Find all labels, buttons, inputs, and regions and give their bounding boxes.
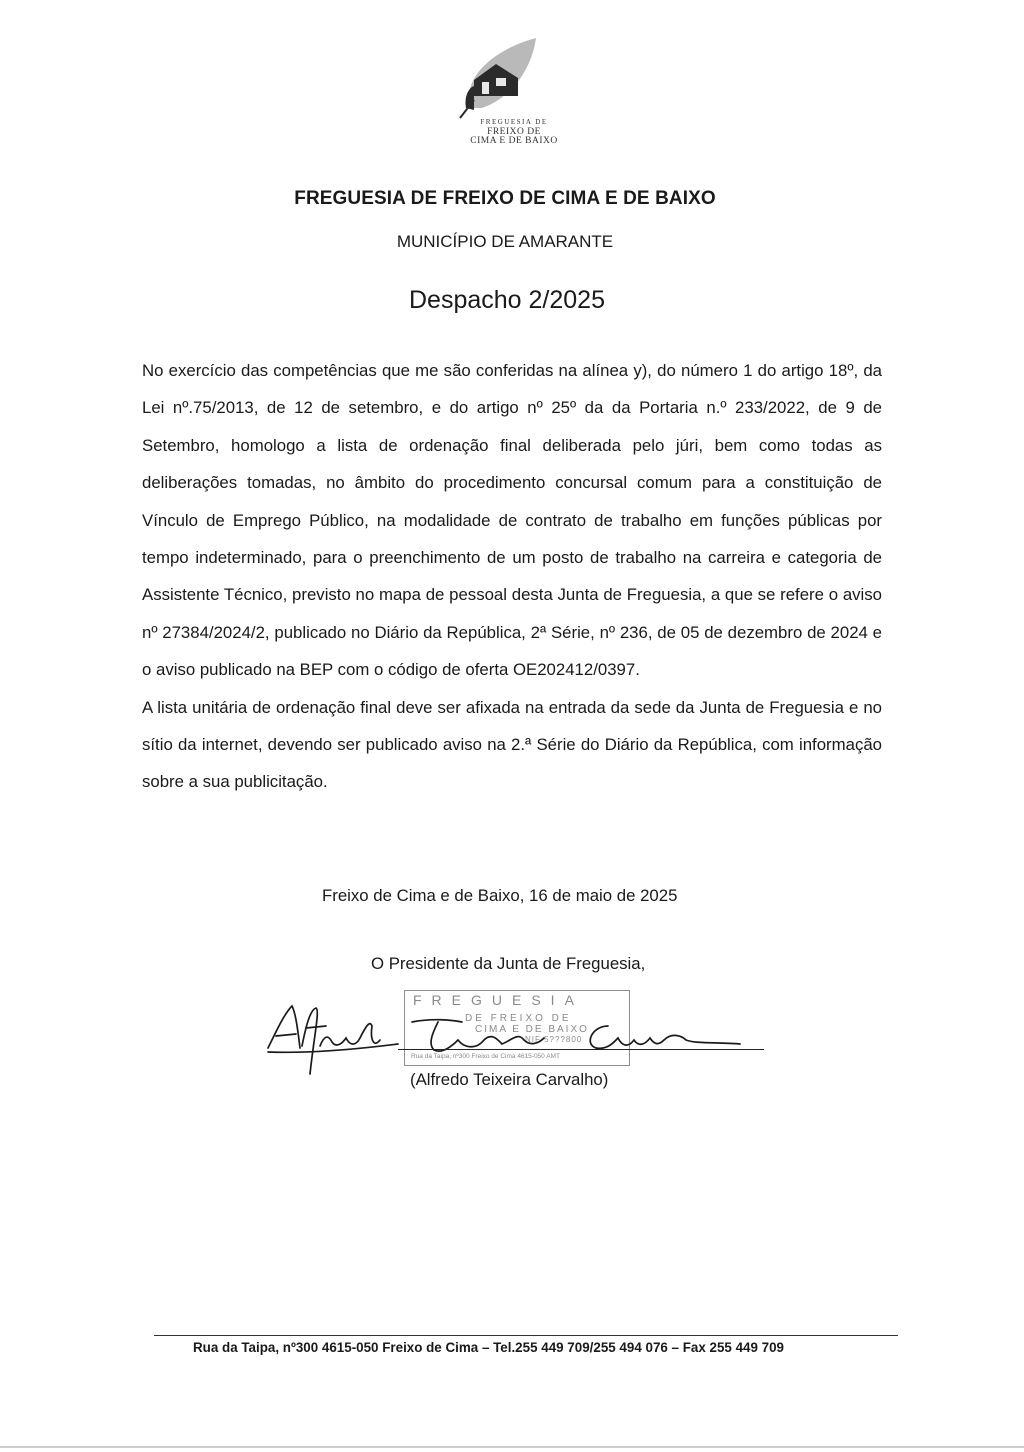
parish-logo — [444, 38, 574, 146]
stamp-line-3: CIMA E DE BAIXO — [475, 1024, 589, 1035]
stamp-line-2: DE FREIXO DE — [465, 1013, 572, 1024]
footer-divider — [154, 1335, 898, 1336]
body-paragraph-1: No exercício das competências que me são conferidas na alínea y), do número 1 do artigo 18º, da Lei nº.75/2013, de 12 de setembro, e do artigo nº 25º da da Portaria n.º 233/2022, de 9 de Setembro, homologo a lista de ordenação final deliberada pelo júri, bem como todas as deliberações tomadas, no âmbito do procedimento concursal comum para a constituição de Vínculo de Emprego Público, na modalidade de contrato de trabalho em funções públicas por tempo indeterminado, para o preenchimento de um posto de trabalho na carreira e categoria de Assistente Técnico, previsto no mapa de pessoal desta Junta de Freguesia, a que se refere o aviso nº 27384/2024/2, publicado no Diário da República, 2ª Série, nº 236, de 05 de dezembro de 2024 e o aviso publicado na BEP com o código de oferta OE202412/0397. — [142, 361, 882, 680]
place-and-date: Freixo de Cima e de Baixo, 16 de maio de 2025 — [322, 886, 678, 905]
document-title: Despacho 2/2025 — [409, 286, 605, 314]
signature-line — [398, 1049, 764, 1050]
logo-line-2: FREIXO DE — [487, 126, 541, 137]
logo-line-1: FREGUESIA DE — [480, 118, 548, 126]
stamp-line-1: FREGUESIA — [413, 992, 584, 1008]
parish-name-heading: FREGUESIA DE FREIXO DE CIMA E DE BAIXO — [294, 188, 716, 209]
handwritten-signature — [262, 996, 772, 1076]
municipality-subheading: MUNICÍPIO DE AMARANTE — [396, 232, 614, 251]
signer-role: O Presidente da Junta de Freguesia, — [371, 954, 646, 973]
document-body — [142, 352, 882, 801]
scan-edge-divider — [0, 1446, 1024, 1448]
footer-contact: Rua da Taipa, nº300 4615-050 Freixo de Cima – Tel.255 449 709/255 494 076 – Fax 255 449 709 — [193, 1340, 784, 1355]
signer-name: (Alfredo Teixeira Carvalho) — [410, 1070, 609, 1089]
parish-house-leaf-logo — [452, 38, 542, 120]
body-paragraph-2: A lista unitária de ordenação final deve ser afixada na entrada da sede da Junta de Freguesia e no sítio da internet, devendo ser publicado aviso na 2.ª Série do Diário da República, com informação sobre a sua publicitação. — [142, 697, 882, 792]
logo-line-3: CIMA E DE BAIXO — [470, 136, 558, 146]
stamp-line-5: Rua da Taipa, nº300 Freixo de Cima 4615-050 AMT — [411, 1053, 560, 1060]
stamp-line-4: NIF 5???800 — [525, 1035, 583, 1044]
